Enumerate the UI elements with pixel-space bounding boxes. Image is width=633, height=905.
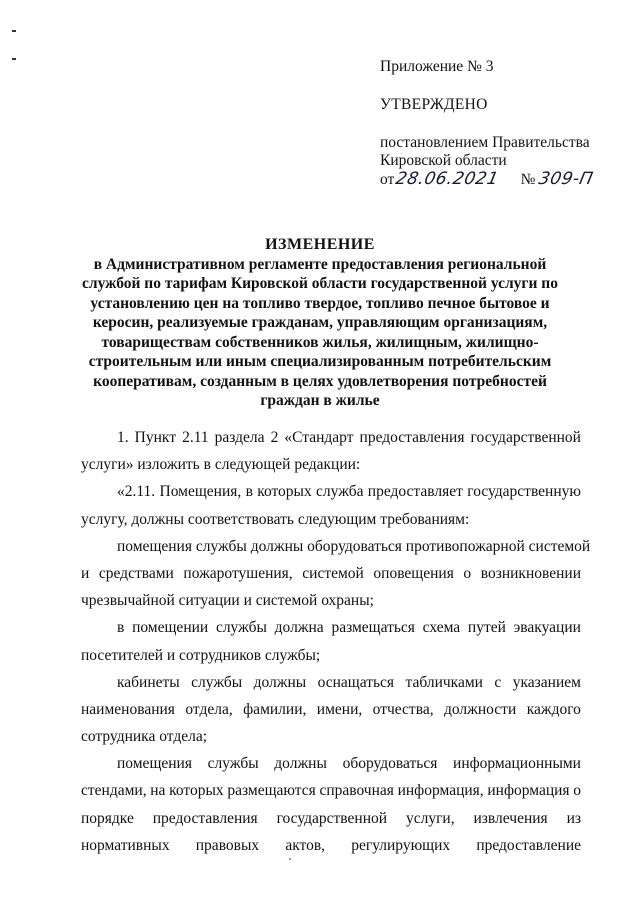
word: путей bbox=[467, 619, 506, 637]
word: служба bbox=[316, 483, 364, 501]
word: нормативных bbox=[81, 836, 170, 854]
title-line: службой по тарифам Кировской области государственной услуги по bbox=[82, 275, 558, 292]
word: предоставления bbox=[359, 429, 465, 446]
word: пожаротушения, bbox=[183, 564, 293, 582]
appendix-label: Приложение № 3 bbox=[380, 58, 494, 75]
word: наименования bbox=[81, 700, 175, 718]
title-line: кооперативам, созданным в целях удовлетворения потребностей bbox=[93, 372, 547, 390]
word: государственной bbox=[470, 429, 581, 446]
paragraph-line bbox=[81, 478, 581, 505]
paragraph-line: услуги» изложить в следующей редакции: bbox=[81, 456, 361, 474]
word: в bbox=[245, 483, 253, 501]
word: службы bbox=[207, 755, 259, 773]
word: оснащаться bbox=[317, 673, 395, 691]
word: государственную bbox=[467, 483, 581, 501]
word: правовых bbox=[195, 836, 260, 854]
word: службы bbox=[215, 619, 267, 637]
word: предоставляет bbox=[367, 483, 463, 501]
title-line: строительным или иным специализированным потребительским bbox=[88, 353, 552, 370]
word: отчества, bbox=[372, 700, 434, 718]
word: 2.11 bbox=[182, 429, 209, 446]
word: возникновении bbox=[480, 564, 581, 582]
word: должна bbox=[274, 619, 324, 637]
title-line: товариществам собственников жилья, жилищным, жилищно- bbox=[101, 333, 539, 351]
word: о bbox=[573, 782, 581, 800]
word: оборудоваться bbox=[342, 755, 438, 773]
paragraph-line bbox=[81, 669, 581, 696]
word: порядке bbox=[81, 809, 134, 827]
word: размещаться bbox=[331, 619, 415, 637]
word: услуги, bbox=[405, 809, 455, 827]
word: эвакуации bbox=[513, 619, 581, 637]
word: и bbox=[81, 564, 90, 582]
word: о bbox=[463, 564, 472, 582]
word: должности bbox=[444, 700, 517, 718]
title-line: керосин, реализуемые гражданам, управляющим организациям, bbox=[92, 314, 548, 331]
word: актов, bbox=[285, 836, 326, 854]
word: государственной bbox=[276, 809, 388, 827]
word: регулирующих bbox=[351, 836, 451, 854]
title-line: установлению цен на топливо твердое, топливо печное бытовое и bbox=[90, 294, 550, 312]
word: справочная bbox=[319, 782, 394, 800]
paragraph-line bbox=[81, 750, 581, 777]
word: информация, bbox=[397, 782, 484, 800]
document-title: ИЗМЕНЕНИЕ bbox=[265, 236, 375, 253]
title-line: граждан в жилье bbox=[260, 392, 380, 409]
document-body bbox=[81, 424, 591, 859]
word: в bbox=[117, 619, 125, 637]
word: фамилии, bbox=[243, 700, 307, 718]
scan-speck bbox=[12, 58, 16, 60]
word: каждого bbox=[526, 700, 581, 718]
word: которых bbox=[169, 782, 224, 800]
paragraph-line: чрезвычайной ситуации и системой охраны; bbox=[81, 592, 374, 610]
decree-line-1: постановлением Правительства bbox=[380, 134, 590, 151]
word: «Стандарт bbox=[284, 429, 354, 446]
word: должны bbox=[274, 755, 327, 773]
word: службы bbox=[191, 673, 243, 691]
word: системой bbox=[302, 564, 364, 582]
scan-speck bbox=[12, 30, 16, 32]
word: из bbox=[566, 809, 581, 827]
word: «2.11. bbox=[117, 483, 156, 501]
approval-header bbox=[380, 58, 630, 189]
word: раздела bbox=[214, 429, 265, 446]
word: с bbox=[494, 673, 502, 691]
paragraph-line bbox=[81, 614, 581, 641]
title-line: в Административном регламенте предоставления региональной bbox=[93, 255, 547, 273]
word: информационными bbox=[453, 755, 581, 773]
word: стендами, bbox=[81, 782, 147, 800]
word: Помещения, bbox=[159, 483, 242, 501]
word: информация bbox=[487, 782, 570, 800]
word: указанием bbox=[512, 673, 581, 691]
decree-line-2: Кировской области bbox=[380, 152, 507, 169]
handwritten-number: 309-П bbox=[537, 169, 596, 189]
word: 2 bbox=[270, 429, 279, 446]
word: Пункт bbox=[134, 429, 177, 446]
word: помещения bbox=[117, 755, 192, 773]
handwritten-date: 28.06.2021 bbox=[394, 169, 501, 189]
approved-label: УТВЕРЖДЕНО bbox=[380, 96, 488, 113]
number-prefix: № bbox=[520, 171, 536, 188]
paragraph-line bbox=[81, 832, 581, 859]
paragraph-line: помещения службы должны оборудоваться противопожарной системой bbox=[117, 537, 591, 555]
word: которых bbox=[257, 483, 312, 501]
paragraph-line bbox=[81, 696, 581, 723]
word: извлечения bbox=[473, 809, 548, 827]
word: должны bbox=[253, 673, 307, 691]
paragraph-line bbox=[81, 424, 581, 451]
word: предоставления bbox=[152, 809, 258, 827]
word: оповещения bbox=[373, 564, 454, 582]
word: размещаются bbox=[227, 782, 316, 800]
word: помещении bbox=[132, 619, 209, 637]
paragraph-line: сотрудника отдела; bbox=[81, 728, 208, 746]
paragraph-line bbox=[81, 805, 581, 832]
word: табличками bbox=[405, 673, 483, 691]
word: средствами bbox=[98, 564, 174, 582]
paragraph-line bbox=[81, 560, 581, 587]
word: предоставление bbox=[476, 836, 581, 854]
word: на bbox=[150, 782, 166, 800]
paragraph-line bbox=[81, 777, 581, 804]
word: кабинеты bbox=[117, 673, 180, 691]
paragraph-line: посетителей и сотрудников службы; bbox=[81, 646, 321, 664]
decree-date-line bbox=[380, 170, 630, 189]
word: 1. bbox=[117, 429, 129, 446]
paragraph-line: услугу, должны соответствовать следующим требованиям: bbox=[81, 510, 470, 528]
document-title-block bbox=[80, 235, 560, 411]
date-prefix: от bbox=[380, 171, 395, 188]
word: схема bbox=[422, 619, 461, 637]
word: имени, bbox=[316, 700, 363, 718]
word: отдела, bbox=[185, 700, 233, 718]
